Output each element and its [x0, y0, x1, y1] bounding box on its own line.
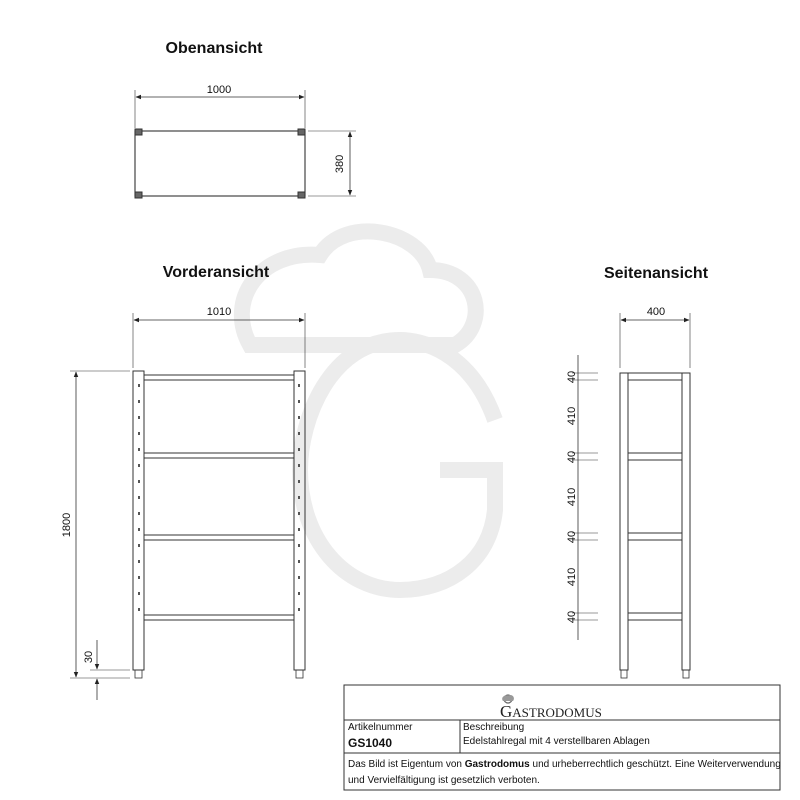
top-width-label: 1000 — [206, 84, 232, 96]
front-view-title: Vorderansicht — [162, 264, 270, 281]
description: Edelstahlregal mit 4 verstellbaren Ablagen — [463, 736, 650, 747]
brand-name: GASTRODOMUS — [500, 702, 602, 721]
post-hole — [138, 432, 140, 435]
post-hole — [298, 448, 300, 451]
top-depth-label: 380 — [334, 154, 346, 174]
post-hole — [138, 416, 140, 419]
post-hole — [298, 544, 300, 547]
front-height-dim — [70, 371, 130, 700]
post-hole — [138, 560, 140, 563]
svg-text:40: 40 — [566, 610, 578, 624]
post-hole — [298, 400, 300, 403]
svg-text:410: 410 — [566, 567, 578, 587]
svg-text:410: 410 — [566, 406, 578, 426]
post-hole — [138, 480, 140, 483]
svg-text:40: 40 — [566, 450, 578, 464]
post-hole — [298, 512, 300, 515]
post-hole — [298, 432, 300, 435]
post-hole — [298, 464, 300, 467]
post-hole — [298, 608, 300, 611]
post-hole — [138, 544, 140, 547]
front-width-label: 1010 — [206, 306, 232, 318]
side-view-title: Seitenansicht — [603, 265, 709, 282]
post-hole — [138, 400, 140, 403]
side-width-label: 400 — [646, 306, 666, 318]
post-hole — [138, 592, 140, 595]
svg-text:410: 410 — [566, 487, 578, 507]
article-number-label: Artikelnummer — [348, 722, 413, 733]
post-hole — [138, 496, 140, 499]
description-label: Beschreibung — [463, 722, 525, 733]
post-hole — [298, 384, 300, 387]
svg-text:40: 40 — [566, 530, 578, 544]
top-view — [135, 90, 356, 198]
side-spacing-labels — [566, 371, 578, 623]
post-hole — [298, 416, 300, 419]
article-number: GS1040 — [348, 736, 393, 750]
copyright-notice-line2: und Vervielfältigung ist gesetzlich verboten. — [348, 775, 540, 786]
post-hole — [298, 576, 300, 579]
post-hole — [298, 528, 300, 531]
front-foot-label: 30 — [83, 650, 95, 664]
post-hole — [298, 480, 300, 483]
post-hole — [138, 512, 140, 515]
post-hole — [138, 528, 140, 531]
side-view — [620, 313, 690, 678]
post-hole — [138, 448, 140, 451]
front-height-label: 1800 — [61, 512, 73, 538]
post-hole — [298, 560, 300, 563]
post-hole — [298, 592, 300, 595]
front-view — [133, 313, 305, 678]
post-hole — [138, 384, 140, 387]
post-hole — [138, 576, 140, 579]
post-hole — [138, 464, 140, 467]
svg-text:40: 40 — [566, 370, 578, 384]
front-post-holes — [138, 384, 300, 611]
copyright-notice-line1: Das Bild ist Eigentum von Gastrodomus und urheberrechtlich geschützt. Eine Weiterverwendung — [348, 759, 781, 770]
watermark-logo — [242, 231, 495, 590]
post-hole — [138, 608, 140, 611]
post-hole — [298, 496, 300, 499]
top-view-title: Obenansicht — [165, 40, 263, 57]
